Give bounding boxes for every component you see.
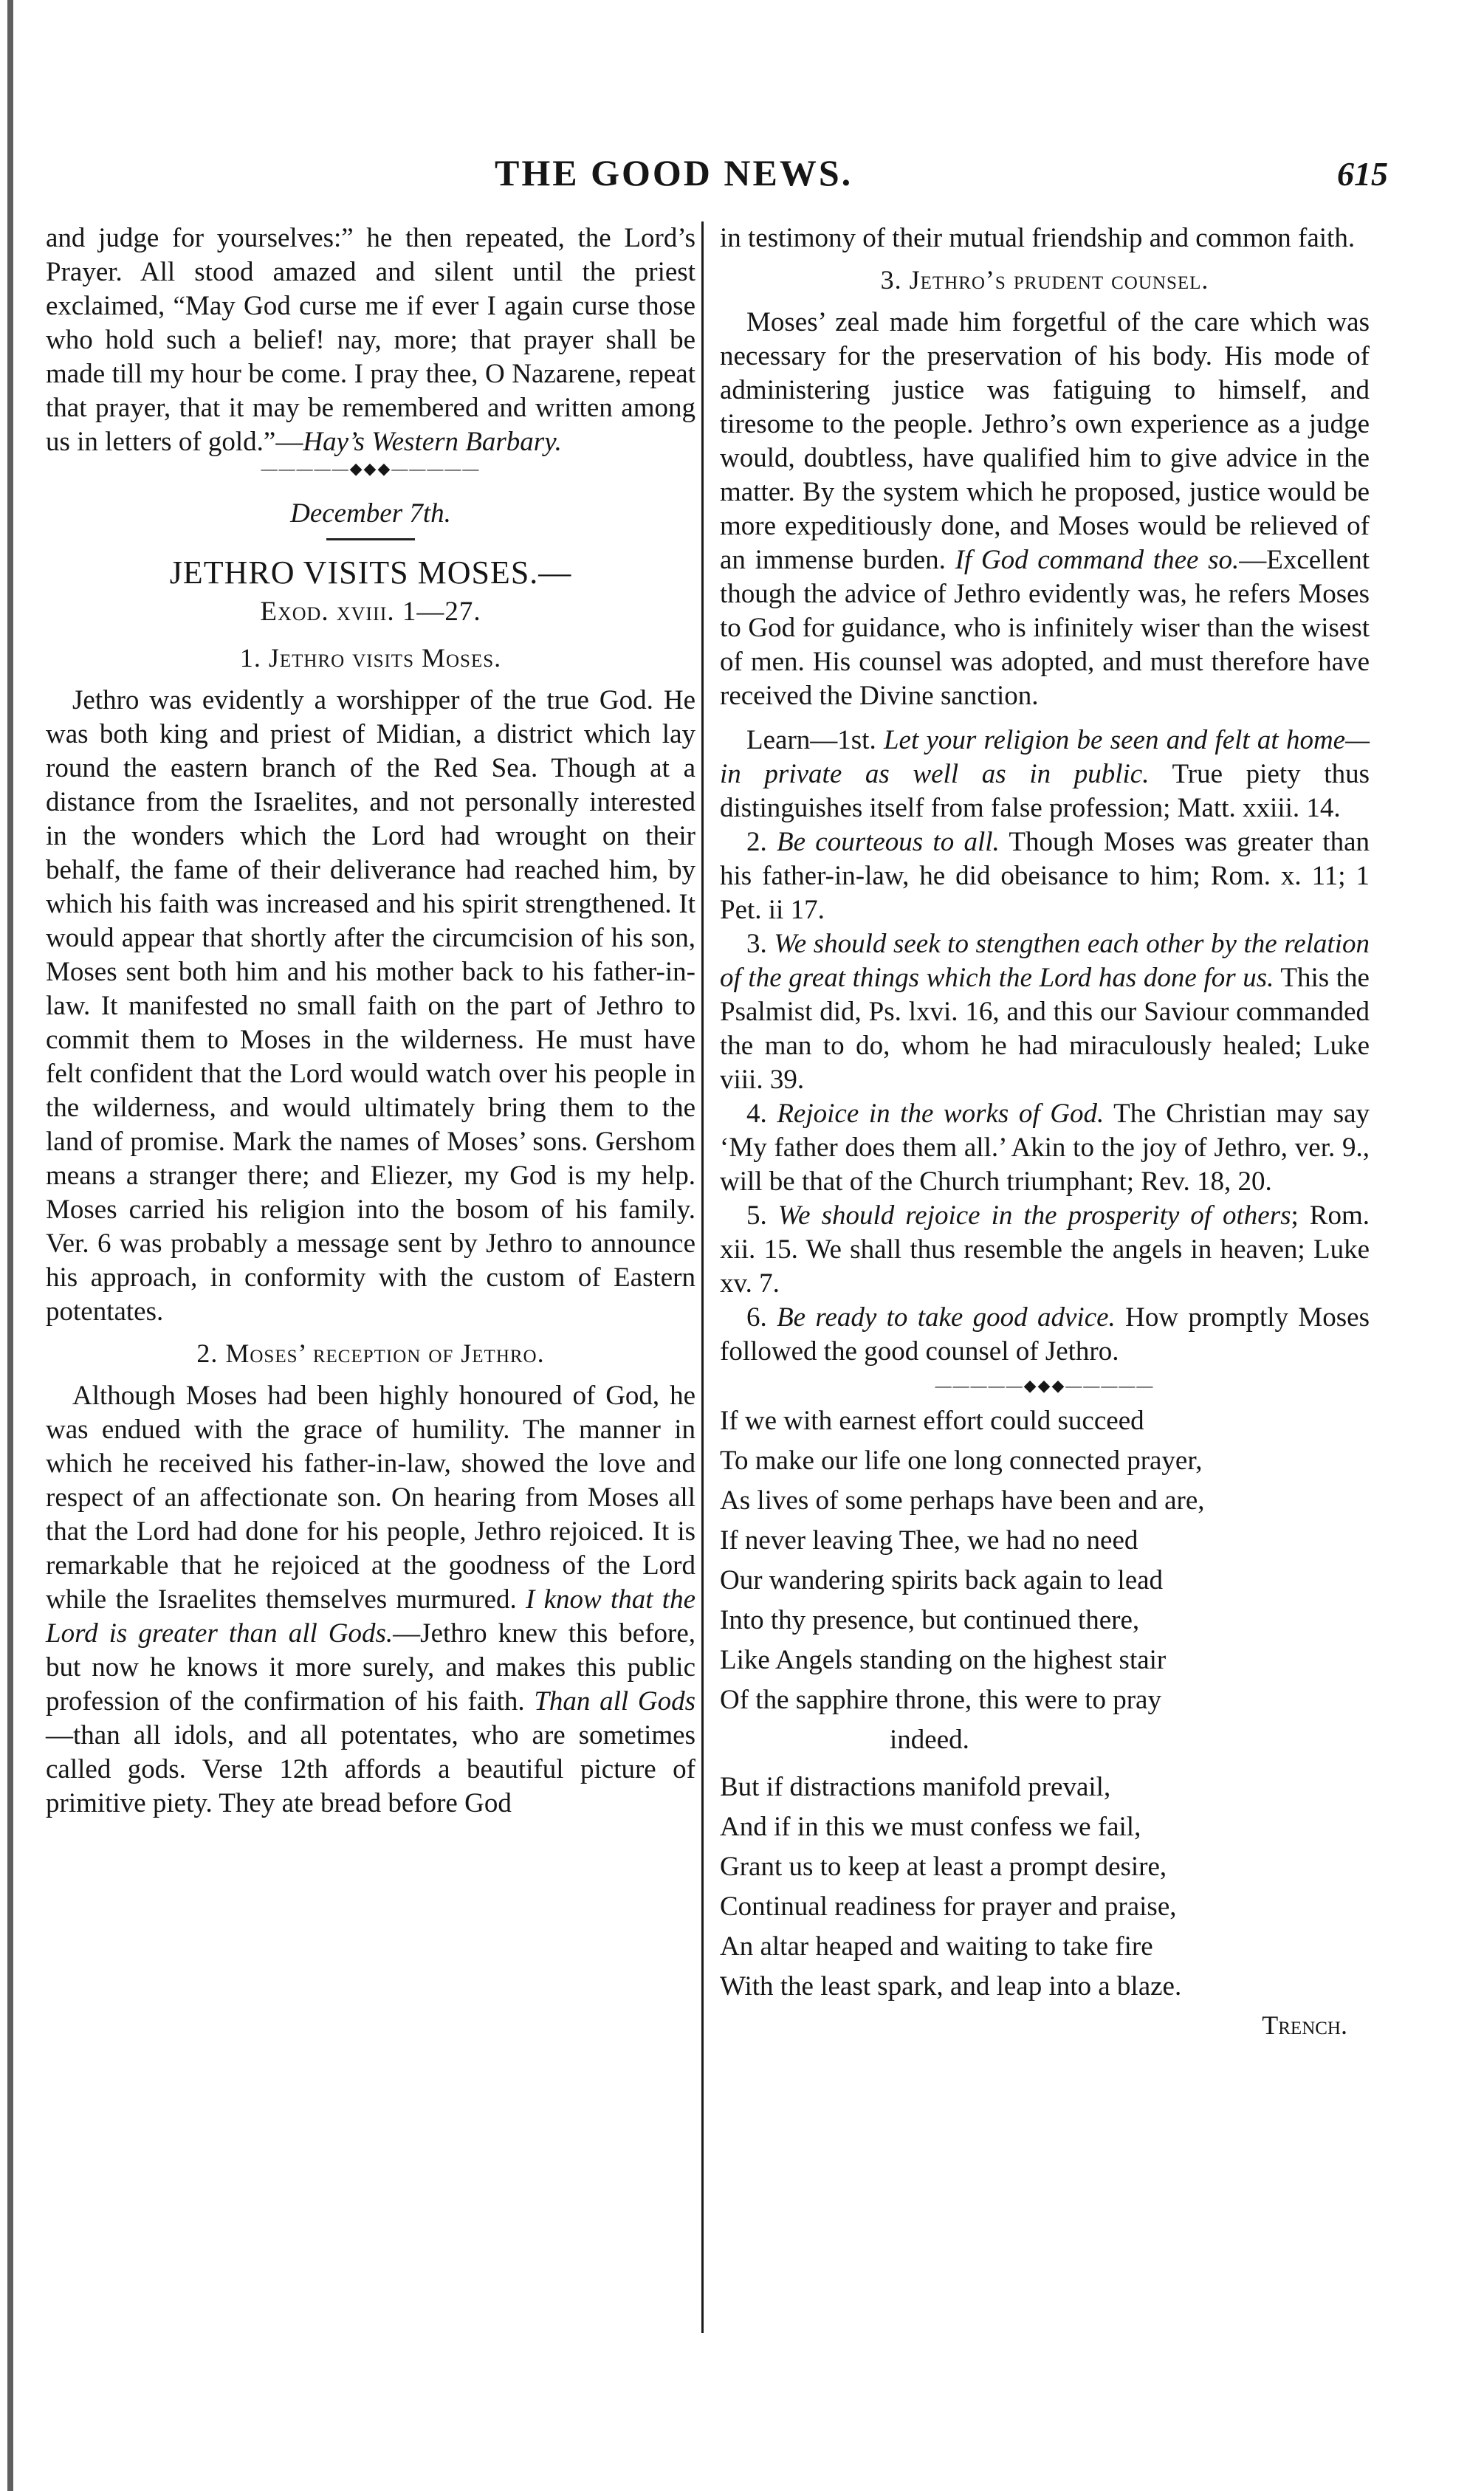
section3-heading: 3. Jethro’s prudent counsel. — [880, 265, 1209, 295]
learn-intro: Learn—1st. — [746, 725, 884, 755]
section3-text-a: Moses’ zeal made him forgetful of the care which was necessary for the preservation of his body. His mode of administering justice was fatiguing to himself, and tiresome to the people. Jethro’s own experience as a judge would, doubtless, have qualified him to give advice in the matter. By the system which he proposed, justice would be more expeditiously done, and Moses would be relieved of an immense burden. — [720, 307, 1370, 575]
scripture-reference: Exod. xviii. 1—27. — [260, 597, 481, 627]
learn2-text: Though Moses was greater than his father-in-law, he did obeisance to him; Rom. x. 11; 1 Pet. ii 17. — [720, 827, 1370, 925]
running-title: THE GOOD NEWS. — [495, 152, 853, 193]
poem-line: As lives of some perhaps have been and are, — [720, 1485, 1205, 1516]
learn4-italic: Rejoice in the works of God. — [777, 1099, 1105, 1129]
section3-italic: If God command thee so. — [955, 545, 1240, 575]
page-header — [44, 151, 1425, 203]
learn-point-1 — [720, 724, 1370, 825]
poem-line: And if in this we must confess we fail, — [720, 1812, 1141, 1842]
opening-citation: Hay’s Western Barbary. — [303, 427, 562, 457]
learn6-text: How promptly Moses followed the good counsel of Jethro. — [720, 1302, 1370, 1367]
column-divider — [701, 221, 704, 2333]
poem-line-turnover: indeed. — [890, 1725, 969, 1755]
section2-italic-b: Than all Gods — [534, 1686, 695, 1717]
learn2-italic: Be courteous to all. — [777, 827, 1000, 857]
short-rule — [326, 538, 415, 540]
poem-line: Continual readiness for prayer and praise, — [720, 1892, 1177, 1922]
poem-line: Our wandering spirits back again to lead — [720, 1565, 1164, 1595]
learn1-italic: Let your religion be seen and felt at home—in private as well as in public. — [720, 725, 1370, 789]
learn5-italic: We should rejoice in the prosperity of others — [777, 1200, 1291, 1231]
opening-paragraph — [46, 221, 695, 459]
section2-text — [46, 1379, 695, 1821]
learn6-num: 6. — [746, 1302, 777, 1333]
poem-line: To make our life one long connected prayer, — [720, 1446, 1203, 1476]
section2-text-b: —Jethro knew this before, but now he knows it more surely, and makes this public profession of the confirmation of his faith. — [46, 1618, 696, 1717]
page-number: 615 — [1337, 155, 1388, 193]
poem-line: With the least spark, and leap into a blaze. — [720, 1971, 1182, 2002]
continuation-text: in testimony of their mutual friendship and common faith. — [720, 223, 1356, 253]
section2-heading: 2. Moses’ reception of Jethro. — [196, 1339, 545, 1368]
poem-line: Grant us to keep at least a prompt desire, — [720, 1852, 1167, 1882]
poem-line: Into thy presence, but continued there, — [720, 1605, 1140, 1635]
poem-line: If never leaving Thee, we had no need — [720, 1525, 1138, 1556]
opening-text: and judge for yourselves:” he then repeated, the Lord’s Prayer. All stood amazed and silent until the priest exclaimed, “May God curse me if ever I again curse those who hold such a belief! nay, more; that prayer shall be made till my hour be come. I pray thee, O Nazarene, repeat that prayer, that it may be remembered and written among us in letters of gold.”— — [46, 223, 695, 457]
right-column — [720, 221, 1370, 2041]
section2-text-c: —than all idols, and all potentates, who are sometimes called gods. Verse 12th affords a beautiful picture of primitive piety. They ate bread before God — [46, 1720, 695, 1818]
learn-point-4 — [720, 1097, 1370, 1199]
learn-point-6 — [720, 1301, 1370, 1369]
poem-line: If we with earnest effort could succeed — [720, 1406, 1144, 1436]
section1-heading: 1. Jethro visits Moses. — [239, 643, 502, 673]
learn-point-3 — [720, 927, 1370, 1097]
poem-line: Like Angels standing on the highest stair — [720, 1645, 1167, 1675]
poem-line: But if distractions manifold prevail, — [720, 1772, 1111, 1802]
ornament-divider-2: —————◆◆◆————— — [935, 1376, 1155, 1395]
scan-edge-shadow — [7, 0, 13, 2491]
section1-text: Jethro was evidently a worshipper of the true God. He was both king and priest of Midian, a district which lay round the eastern branch of the Red Sea. Though at a distance from the Israelites, and not personally interested in the wonders which the Lord had wrought on their behalf, the fame of their deliverance had reached him, by which his faith was increased and his spirit strengthened. It would appear that shortly after the circumcision of his son, Moses sent both him and his mother back to his father-in-law. It manifested no small faith on the part of Jethro to commit them to Moses in the wilderness. He must have felt confident that the Lord would watch over his people in the wilderness, and would ultimately bring them to the land of promise. Mark the names of Moses’ sons. Gershom means a stranger there; and Eliezer, my God is my help. Moses carried his religion into the bosom of his family. Ver. 6 was probably a message sent by Jethro to announce his approach, in conformity with the custom of Eastern potentates. — [46, 685, 695, 1327]
poem — [720, 1401, 1370, 2041]
lesson-date: December 7th. — [290, 498, 451, 529]
section2-italic-a: I know that the Lord is greater than all Gods. — [46, 1584, 695, 1649]
learn-point-2 — [720, 825, 1370, 927]
learn4-num: 4. — [746, 1099, 777, 1129]
section3-text — [720, 306, 1370, 713]
learn3-italic: We should seek to stengthen each other by the relation of the great things which the Lord has done for us. — [720, 929, 1370, 993]
poem-author: Trench. — [1262, 2010, 1347, 2040]
section3-text-b: —Excellent though the advice of Jethro evidently was, he refers Moses to God for guidance, who is infinitely wiser than the wisest of men. His counsel was adopted, and must therefore have received the Divine sanction. — [720, 545, 1370, 711]
learn-point-5 — [720, 1199, 1370, 1301]
learn4-text: The Christian may say ‘My father does them all.’ Akin to the joy of Jethro, ver. 9., will be that of the Church triumphant; Rev. 18, 20. — [720, 1099, 1370, 1197]
poem-line: An altar heaped and waiting to take fire — [720, 1931, 1153, 1962]
learn3-text: This the Psalmist did, Ps. lxvi. 16, and this our Saviour commanded the man to do, whom he had miraculously healed; Luke viii. 39. — [720, 963, 1370, 1095]
ornament-divider: —————◆◆◆————— — [261, 459, 481, 478]
learn6-italic: Be ready to take good advice. — [777, 1302, 1116, 1333]
poem-line: Of the sapphire throne, this were to pray — [720, 1685, 1161, 1715]
learn5-num: 5. — [746, 1200, 778, 1231]
learn1-text: True piety thus distinguishes itself from false profession; Matt. xxiii. 14. — [720, 759, 1370, 823]
learn3-num: 3. — [746, 929, 774, 959]
lesson-title: JETHRO VISITS MOSES.— — [169, 554, 572, 591]
learn2-num: 2. — [746, 827, 777, 857]
left-column — [46, 221, 695, 1821]
section2-text-a: Although Moses had been highly honoured of God, he was endued with the grace of humility. The manner in which he received his father-in-law, showed the love and respect of an affectionate son. On hearing from Moses all that the Lord had done for his people, Jethro rejoiced. It is remarkable that he rejoiced at the goodness of the Lord while the Israelites themselves murmured. — [46, 1381, 695, 1615]
learn5-text: ; Rom. xii. 15. We shall thus resemble the angels in heaven; Luke xv. 7. — [720, 1200, 1370, 1299]
